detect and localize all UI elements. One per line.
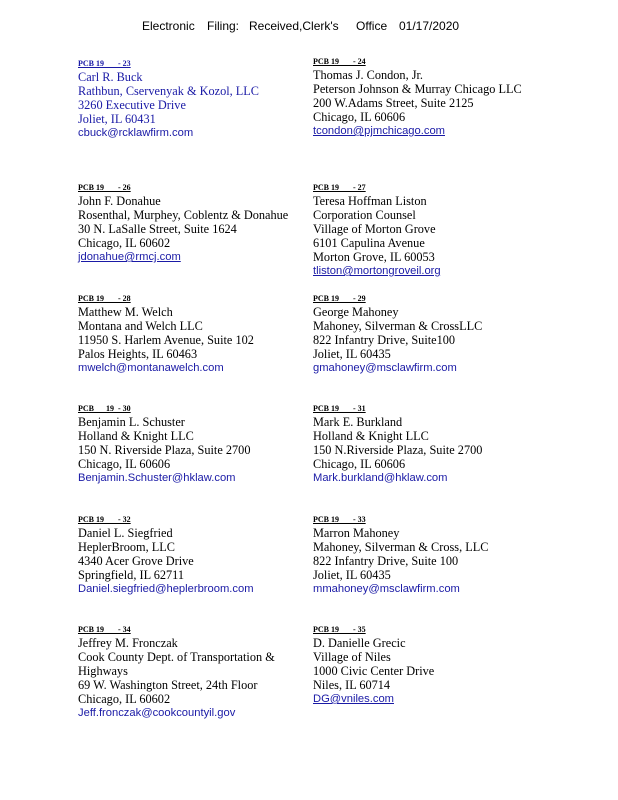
contact-email[interactable]: Daniel.siegfried@heplerbroom.com — [78, 583, 254, 595]
contact-street: 822 Infantry Drive, Suite100 — [313, 333, 456, 347]
contact-name: George Mahoney — [313, 305, 399, 319]
contact-street: 822 Infantry Drive, Suite 100 — [313, 554, 459, 568]
contact-name: Matthew M. Welch — [78, 305, 173, 319]
contact-street: 150 N.Riverside Plaza, Suite 2700 — [313, 443, 483, 457]
service-entry-pcb-30 — [78, 404, 250, 485]
service-entry-pcb-27 — [313, 183, 441, 278]
pcb-number: PCB 19 - 23 — [78, 59, 131, 68]
contact-city: Springfield, IL 62711 — [78, 568, 184, 582]
contact-organization: Montana and Welch LLC — [78, 319, 203, 333]
contact-city: Joliet, IL 60435 — [313, 347, 391, 361]
contact-street: 4340 Acer Grove Drive — [78, 554, 194, 568]
contact-name: Benjamin L. Schuster — [78, 415, 185, 429]
contact-street: 30 N. LaSalle Street, Suite 1624 — [78, 222, 237, 236]
contact-email[interactable]: mwelch@montanawelch.com — [78, 362, 224, 374]
service-entry-pcb-34 — [78, 625, 303, 720]
pcb-number: PCB 19 - 29 — [313, 294, 366, 303]
contact-email[interactable]: Benjamin.Schuster@hklaw.com — [78, 472, 236, 484]
header-received: Received,Clerk's — [249, 19, 339, 33]
contact-email[interactable]: DG@vniles.com — [313, 693, 394, 705]
contact-organization: Rathbun, Cservenyak & Kozol, LLC — [78, 84, 260, 98]
contact-city: Chicago, IL 60602 — [78, 692, 171, 706]
service-entry-pcb-28 — [78, 294, 254, 375]
contact-organization: Holland & Knight LLC — [78, 429, 194, 443]
contact-name: D. Danielle Grecic — [313, 636, 406, 650]
contact-organization: Peterson Johnson & Murray Chicago LLC — [313, 82, 522, 96]
contact-name: Thomas J. Condon, Jr. — [313, 68, 423, 82]
contact-street: 150 N. Riverside Plaza, Suite 2700 — [78, 443, 251, 457]
contact-name: Daniel L. Siegfried — [78, 526, 173, 540]
service-entry-pcb-31 — [313, 404, 482, 485]
contact-organization: Corporation Counsel — [313, 208, 416, 222]
pcb-number: PCB 19 - 33 — [313, 515, 366, 524]
contact-city: Chicago, IL 60606 — [313, 457, 406, 471]
service-entry-pcb-32 — [78, 515, 254, 596]
contact-name: John F. Donahue — [78, 194, 161, 208]
header-filing: Filing: — [207, 19, 240, 33]
contact-city: Morton Grove, IL 60053 — [313, 250, 435, 264]
pcb-number: PCB 19 - 24 — [313, 57, 366, 66]
service-entry-pcb-26 — [78, 183, 288, 264]
contact-organization: HeplerBroom, LLC — [78, 540, 175, 554]
contact-email[interactable]: tliston@mortongroveil.org — [313, 265, 441, 277]
header-electronic: Electronic — [142, 19, 195, 33]
contact-city: Niles, IL 60714 — [313, 678, 391, 692]
contact-organization: Holland & Knight LLC — [313, 429, 429, 443]
contact-city: Chicago, IL 60606 — [78, 457, 171, 471]
header-office: Office — [356, 19, 388, 33]
service-entry-pcb-29 — [313, 294, 482, 375]
header-date: 01/17/2020 — [399, 19, 460, 33]
contact-email[interactable]: jdonahue@rmcj.com — [78, 251, 181, 263]
contact-street: 200 W.Adams Street, Suite 2125 — [313, 96, 474, 110]
contact-city: Chicago, IL 60602 — [78, 236, 171, 250]
contact-street: 3260 Executive Drive — [78, 98, 186, 112]
contact-email[interactable]: tcondon@pjmchicago.com — [313, 125, 445, 137]
contact-street: 1000 Civic Center Drive — [313, 664, 435, 678]
contact-name: Jeffrey M. Fronczak — [78, 636, 178, 650]
contact-name: Marron Mahoney — [313, 526, 400, 540]
contact-email[interactable]: cbuck@rcklawfirm.com — [78, 127, 194, 139]
pcb-number: PCB 19 - 32 — [78, 515, 131, 524]
pcb-number: PCB 19 - 35 — [313, 625, 366, 634]
service-entry-pcb-33 — [313, 515, 488, 596]
contact-name: Mark E. Burkland — [313, 415, 403, 429]
contact-email[interactable]: mmahoney@msclawfirm.com — [313, 583, 460, 595]
contact-organization: Village of Niles — [313, 650, 391, 664]
service-entry-pcb-23 — [78, 59, 259, 140]
pcb-number: PCB 19 - 28 — [78, 294, 131, 303]
contact-organization: Rosenthal, Murphey, Coblentz & Donahue — [78, 208, 289, 222]
contact-street: 69 W. Washington Street, 24th Floor — [78, 678, 258, 692]
pcb-number: PCB 19 - 26 — [78, 183, 131, 192]
service-entry-pcb-24 — [313, 57, 522, 138]
contact-name: Teresa Hoffman Liston — [313, 194, 427, 208]
contact-city: Joliet, IL 60431 — [78, 112, 156, 126]
contact-email[interactable]: gmahoney@msclawfirm.com — [313, 362, 457, 374]
contact-name: Carl R. Buck — [78, 70, 143, 84]
contact-organization: Cook County Dept. of Transportation & Highways — [78, 650, 275, 678]
contact-organization-2: Village of Morton Grove — [313, 222, 436, 236]
contact-city: Joliet, IL 60435 — [313, 568, 391, 582]
contact-organization: Mahoney, Silverman & CrossLLC — [313, 319, 483, 333]
contact-email[interactable]: Mark.burkland@hklaw.com — [313, 472, 448, 484]
pcb-number: PCB 19 - 31 — [313, 404, 366, 413]
contact-street: 6101 Capulina Avenue — [313, 236, 425, 250]
pcb-number: PCB 19 - 27 — [313, 183, 366, 192]
contact-city: Palos Heights, IL 60463 — [78, 347, 198, 361]
pcb-number: PCB 19 - 34 — [78, 625, 131, 634]
contact-street: 11950 S. Harlem Avenue, Suite 102 — [78, 333, 254, 347]
contact-email[interactable]: Jeff.fronczak@cookcountyil.gov — [78, 707, 236, 719]
service-entry-pcb-35 — [313, 625, 434, 706]
contact-city: Chicago, IL 60606 — [313, 110, 406, 124]
contact-organization: Mahoney, Silverman & Cross, LLC — [313, 540, 489, 554]
pcb-number: PCB 19 - 30 — [78, 404, 131, 413]
